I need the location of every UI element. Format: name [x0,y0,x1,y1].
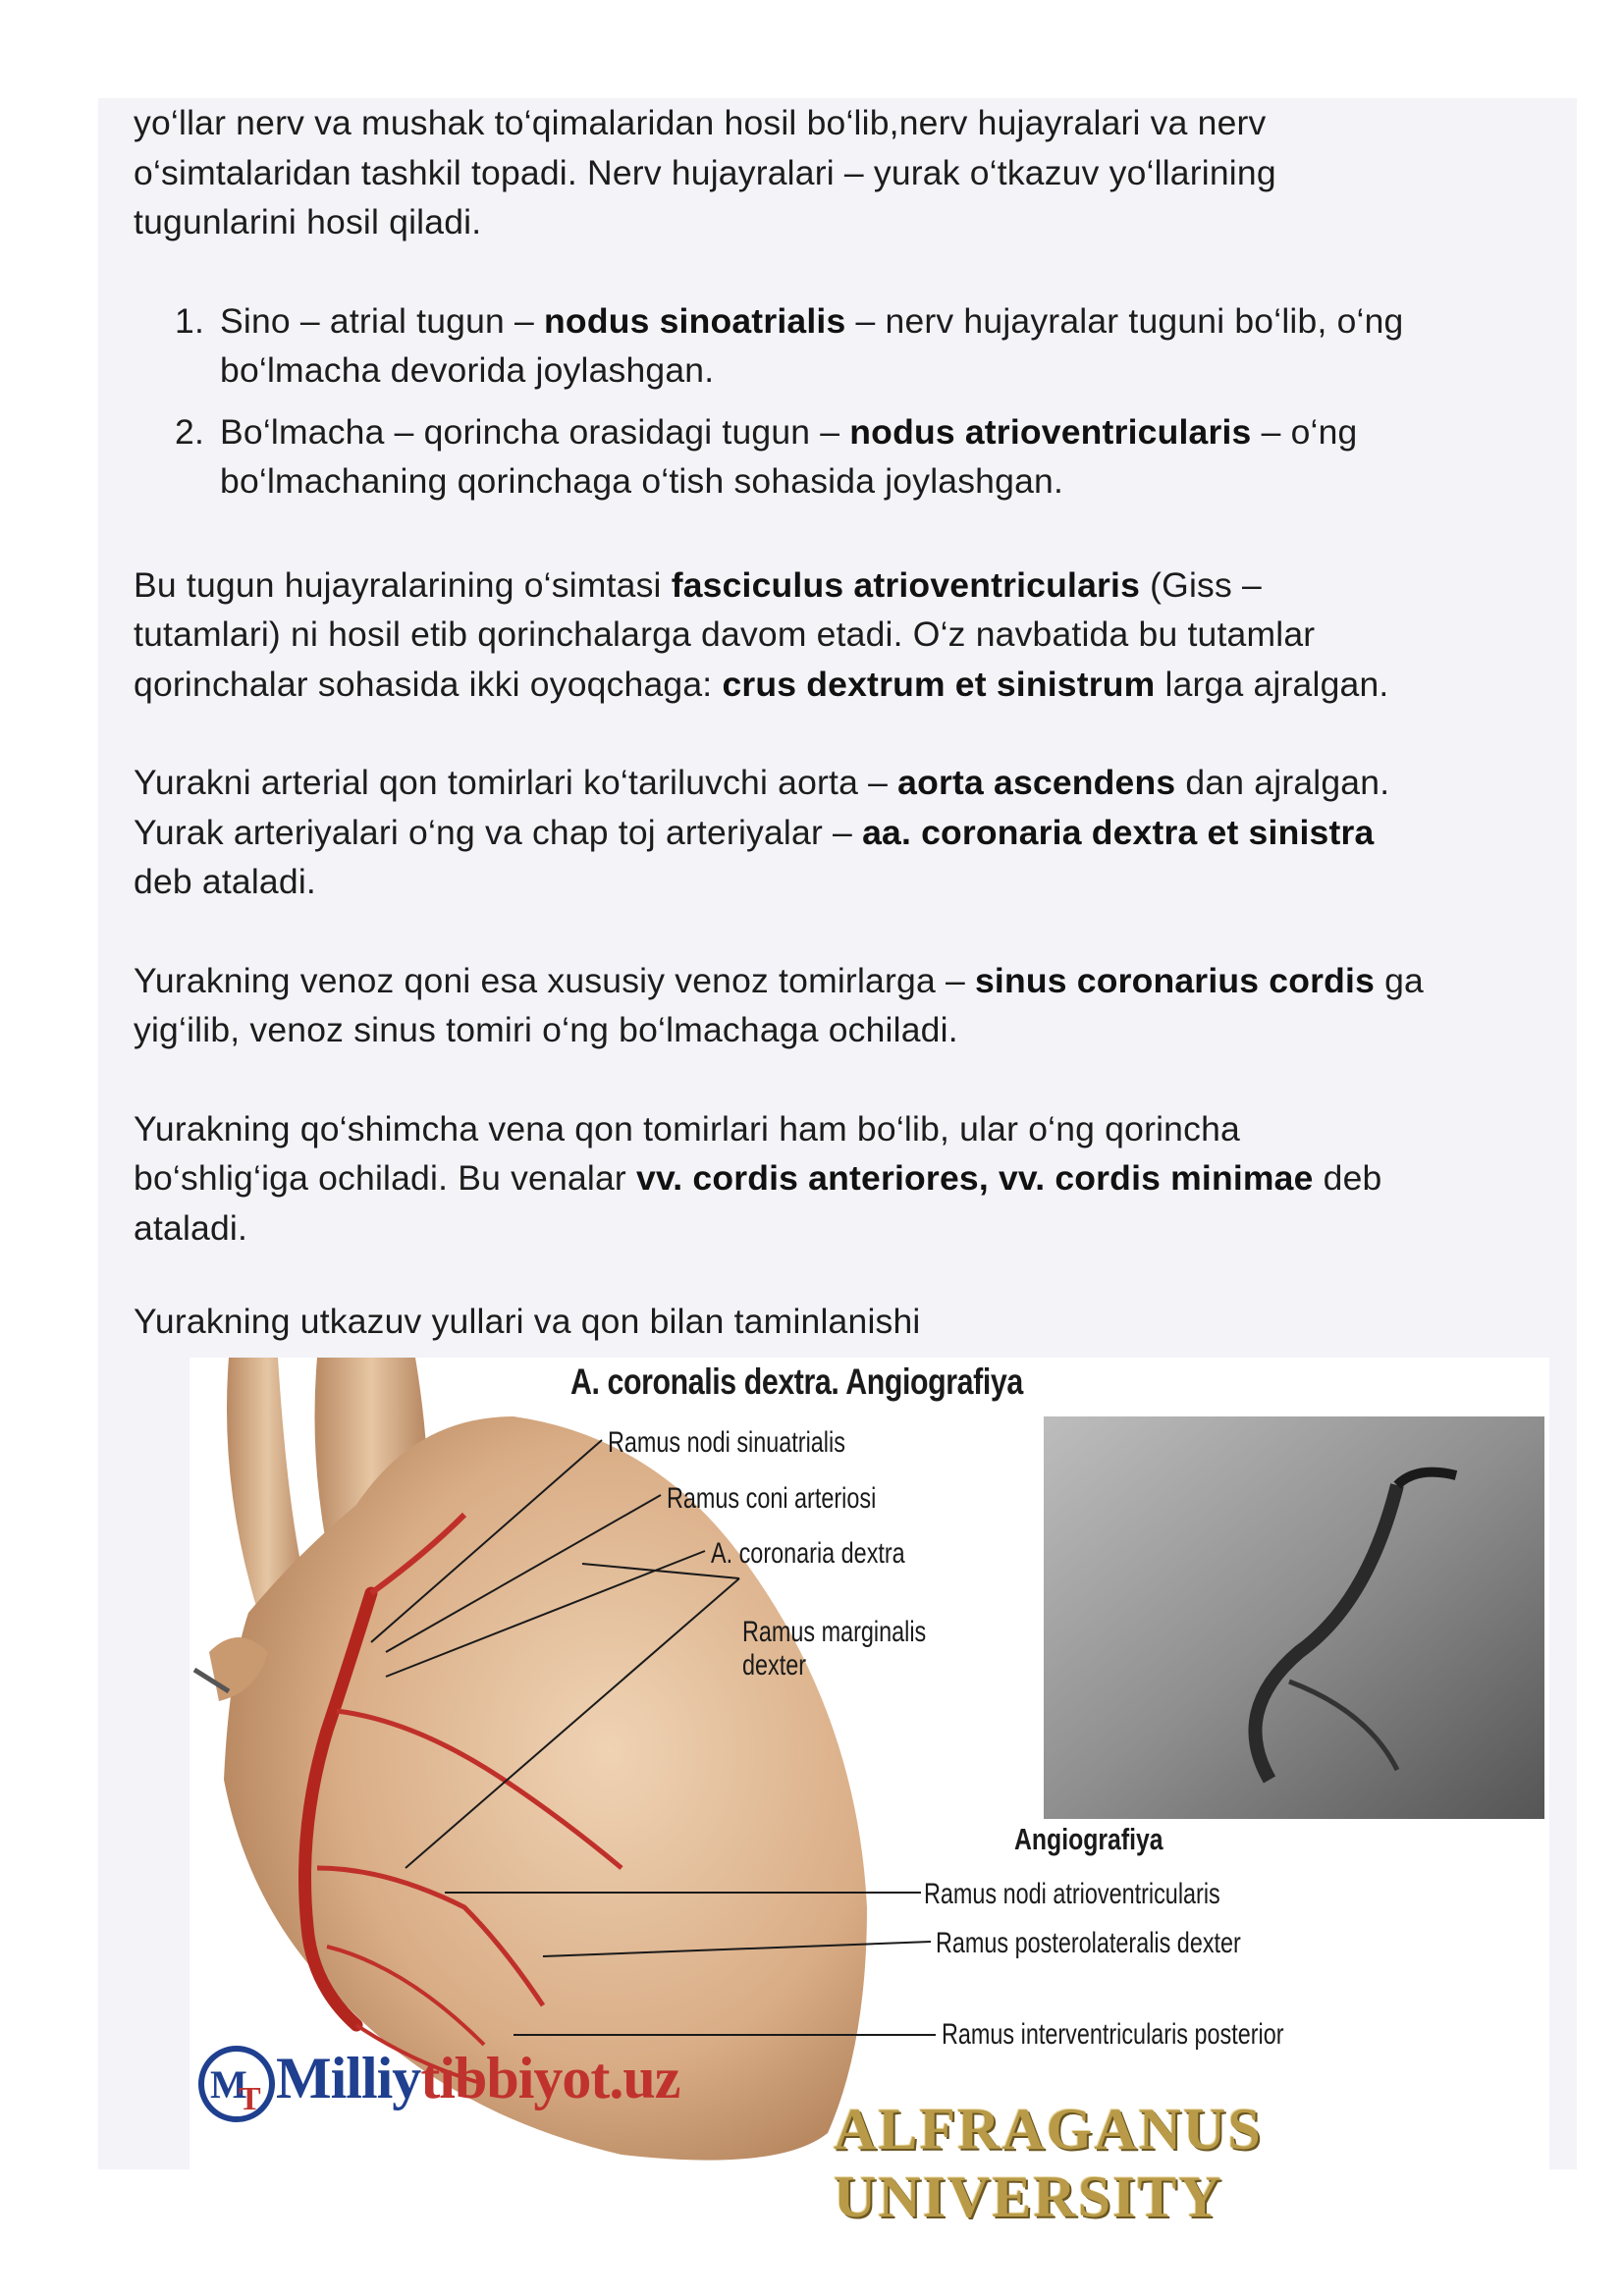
text-span: bo‘lmachaning qorinchaga o‘tish sohasida joylashgan. [220,461,1064,501]
term-bold: nodus atrioventricularis [849,411,1252,452]
label-coronaria-dextra: A. coronaria dextra [711,1537,905,1570]
heart-figure [189,1358,1549,2229]
text-span: dan ajralgan. [1175,763,1390,802]
text-span: Bo‘lmacha – qorincha orasidagi tugun – [220,411,850,452]
label-ramus-posterolateralis: Ramus posterolateralis dexter [936,1927,1241,1959]
text-span: Yurakning venoz qoni esa xususiy venoz tomirlarga – [134,960,975,1000]
document-body [134,98,1547,1347]
text-span: larga ajralgan. [1155,664,1389,704]
angiography-caption: Angiografiya [1014,1822,1163,1856]
watermark-milliytibbiyot [276,2045,679,2112]
text-span: Yurakning qo‘shimcha vena qon tomirlari ham bo‘lib, ular o‘ng qorincha [134,1108,1240,1148]
term-bold: nodus sinoatrialis [544,300,846,341]
text-span: ataladi. [134,1207,248,1248]
text-span: Yurakni arterial qon tomirlari ko‘tariluvchi aorta – [134,763,898,802]
svg-text:M: M [210,2062,247,2107]
watermark-alfraganus: ALFRAGANUS UNIVERSITY [834,2097,1263,2229]
text-span: – nerv hujayralar tuguni bo‘lib, o‘ng [845,300,1404,341]
watermark-part: Milliy [276,2046,421,2110]
paragraph-veins [134,1104,1547,1254]
watermark-part: tibbiyot.uz [420,2046,680,2110]
figure-title: A. coronalis dextra. Angiografiya [570,1362,1023,1402]
label-ramus-marginalis-dexter: dexter [742,1649,807,1682]
term-bold: aorta ascendens [897,763,1176,802]
intro-paragraph [134,98,1547,247]
text-span: Yurak arteriyalari o‘ng va chap toj arteriyalar – [134,812,863,852]
label-ramus-coni: Ramus coni arteriosi [667,1482,877,1515]
list-number: 1. [175,300,205,341]
paragraph-venous [134,956,1547,1055]
term-bold: sinus coronarius cordis [974,960,1376,1000]
term-bold: vv. cordis anteriores, vv. cordis minimae [636,1158,1314,1198]
paragraph-fasciculus [134,561,1547,710]
list-number: 2. [175,411,205,452]
text-span: tutamlari) ni hosil etib qorinchalarga davom etadi. O‘z navbatida bu tutamlar [134,614,1316,654]
node-list [134,296,1547,507]
term-bold: crus dextrum et sinistrum [722,664,1156,704]
text-span: deb [1313,1158,1382,1198]
text-span: Sino – atrial tugun – [220,300,545,341]
figure-caption: Yurakning utkazuv yullari va qon bilan taminlanishi [134,1302,921,1341]
text-line: o‘simtalaridan tashkil topadi. Nerv hujayralari – yurak o‘tkazuv yo‘llarining [134,152,1276,192]
label-ramus-marginalis: Ramus marginalis [742,1616,927,1648]
term-bold: aa. coronaria dextra et sinistra [862,812,1375,852]
text-span: (Giss – [1140,564,1262,605]
text-span: qorinchalar sohasida ikki oyoqchaga: [134,664,723,704]
text-line: yo‘llar nerv va mushak to‘qimalaridan hosil bo‘lib,nerv hujayralari va nerv [134,103,1267,142]
paragraph-arteries [134,758,1547,907]
svg-text:T: T [239,2081,261,2117]
milliytibbiyot-logo-icon [197,2045,276,2123]
term-bold: fasciculus atrioventricularis [671,564,1141,605]
text-span: ga [1375,960,1424,1000]
text-span: – o‘ng [1251,411,1358,452]
label-ramus-sinuatrialis: Ramus nodi sinuatrialis [608,1426,845,1459]
label-ramus-atrioventricularis: Ramus nodi atrioventricularis [924,1878,1220,1910]
label-ramus-interventricularis: Ramus interventricularis posterior [942,2018,1284,2051]
text-line: tugunlarini hosil qiladi. [134,202,482,241]
text-span: deb ataladi. [134,862,316,901]
text-span: Bu tugun hujayralarining o‘simtasi [134,564,672,605]
text-span: bo‘shlig‘iga ochiladi. Bu venalar [134,1158,636,1198]
text-span: bo‘lmacha devorida joylashgan. [220,350,715,390]
angiography-image [1044,1416,1544,1819]
text-span: yig‘ilib, venoz sinus tomiri o‘ng bo‘lmachaga ochiladi. [134,1010,958,1049]
list-item [134,407,1547,507]
list-item [134,296,1547,396]
